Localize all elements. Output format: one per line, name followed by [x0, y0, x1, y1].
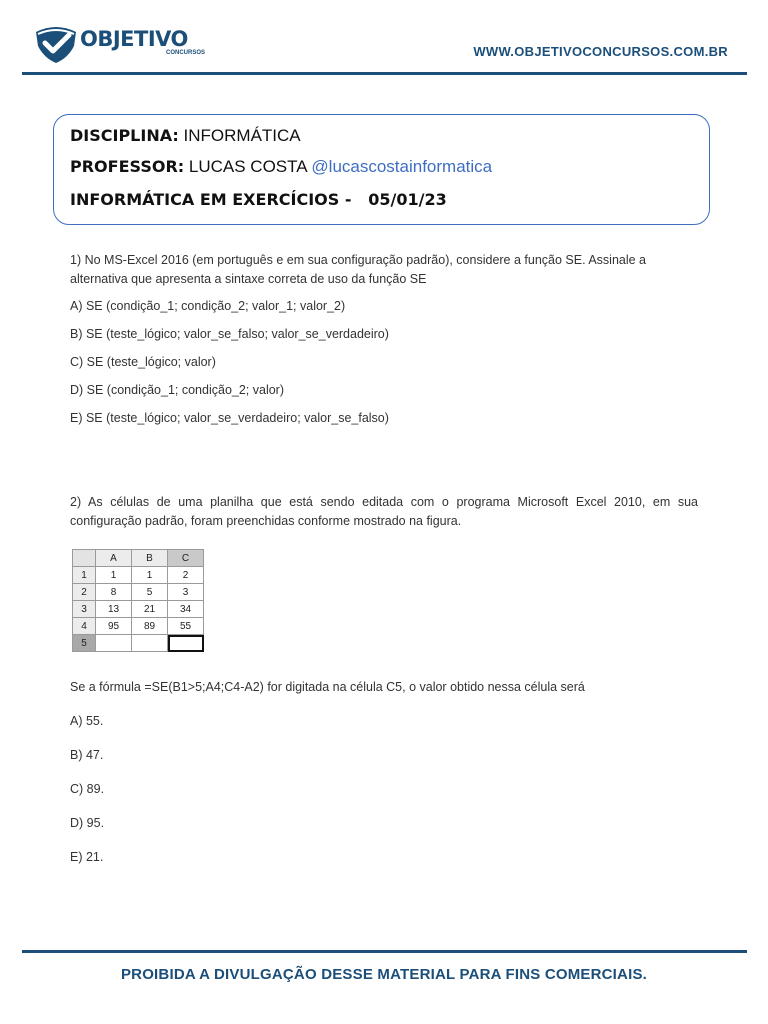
logo-name: OBJETIVO: [80, 27, 188, 51]
sheet-col-header: B: [132, 550, 168, 567]
page-header: [0, 0, 768, 76]
q1-option-c: C) SE (teste_lógico; valor): [70, 355, 216, 369]
sheet-cell: [132, 635, 168, 652]
sheet-row-header: 2: [73, 584, 96, 601]
q2-option-b: B) 47.: [70, 748, 104, 762]
discipline-label: DISCIPLINA:: [70, 126, 179, 145]
sheet-cell: 13: [96, 601, 132, 618]
sheet-cell: 3: [168, 584, 204, 601]
sheet-cell: 89: [132, 618, 168, 635]
sheet-row: [73, 635, 204, 652]
q2-option-c: C) 89.: [70, 782, 105, 796]
site-url-link[interactable]: WWW.OBJETIVOCONCURSOS.COM.BR: [473, 44, 728, 59]
sheet-col-header: A: [96, 550, 132, 567]
sheet-row: [73, 618, 204, 635]
sheet-row: [73, 584, 204, 601]
professor-line: [70, 157, 492, 177]
objetivo-logo: [34, 24, 206, 64]
question-1-stem: 1) No MS-Excel 2016 (em português e em sua configuração padrão), considere a função SE. Assinale a alternativa que apresenta a sintaxe correta de uso da função SE: [70, 253, 647, 286]
q2-option-e: E) 21.: [70, 850, 104, 864]
q1-option-d: D) SE (condição_1; condição_2; valor): [70, 383, 285, 397]
sheet-cell: 5: [132, 584, 168, 601]
sheet-header-row: [73, 550, 204, 567]
sheet-cell: [96, 635, 132, 652]
question-2-stem: 2) As células de uma planilha que está sendo editada com o programa Microsoft Excel 2010, em sua configuração padrão, foram preenchidas conforme mostrado na figura.: [70, 495, 698, 528]
spreadsheet-figure: [72, 549, 204, 652]
document-title: INFORMÁTICA EM EXERCÍCIOS -: [70, 190, 352, 209]
q1-option-e: E) SE (teste_lógico; valor_se_verdadeiro; valor_se_falso): [70, 411, 389, 425]
sheet-cell: 1: [96, 567, 132, 584]
sheet-row: [73, 567, 204, 584]
sheet-cell: 8: [96, 584, 132, 601]
course-info-box: [53, 114, 710, 225]
sheet-cell: 2: [168, 567, 204, 584]
q1-option-b: B) SE (teste_lógico; valor_se_falso; valor_se_verdadeiro): [70, 327, 389, 341]
document-date: 05/01/23: [368, 190, 447, 209]
title-line: [70, 190, 447, 210]
sheet-corner: [73, 550, 96, 567]
sheet-col-header: C: [168, 550, 204, 567]
q2-option-d: D) 95.: [70, 816, 105, 830]
sheet-cell: 34: [168, 601, 204, 618]
discipline-value: INFORMÁTICA: [183, 126, 301, 145]
sheet-row-header: 4: [73, 618, 96, 635]
sheet-row-header: 5: [73, 635, 96, 652]
sheet-cell: 55: [168, 618, 204, 635]
footer-notice: PROIBIDA A DIVULGAÇÃO DESSE MATERIAL PARA FINS COMERCIAIS.: [120, 966, 648, 983]
sheet-cell: 1: [132, 567, 168, 584]
shield-check-icon: [34, 24, 78, 64]
professor-handle-link[interactable]: @lucascostainformatica: [311, 157, 493, 176]
sheet-row-header: 3: [73, 601, 96, 618]
sheet-row-header: 1: [73, 567, 96, 584]
footer-divider: [22, 950, 747, 953]
header-divider: [22, 72, 747, 75]
logo-subtitle: CONCURSOS: [166, 50, 206, 56]
question-2-formula-text: Se a fórmula =SE(B1>5;A4;C4-A2) for digitada na célula C5, o valor obtido nessa célula será: [70, 680, 585, 694]
q1-option-a: A) SE (condição_1; condição_2; valor_1; valor_2): [70, 299, 346, 313]
q2-option-a: A) 55.: [70, 714, 104, 728]
sheet-active-cell: [168, 635, 204, 652]
professor-label: PROFESSOR:: [70, 157, 185, 176]
sheet-cell: 21: [132, 601, 168, 618]
professor-name: LUCAS COSTA: [188, 157, 307, 176]
sheet-cell: 95: [96, 618, 132, 635]
discipline-line: [70, 126, 301, 146]
sheet-row: [73, 601, 204, 618]
